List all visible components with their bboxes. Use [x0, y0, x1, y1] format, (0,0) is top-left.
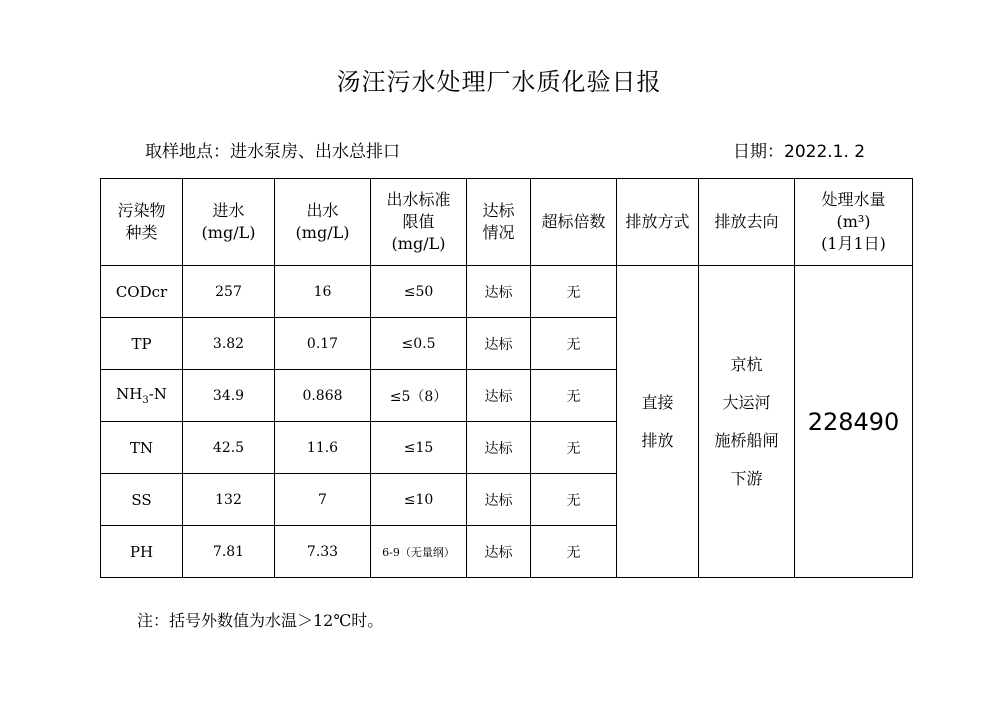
effluent-value: 16 [275, 266, 371, 318]
influent-value: 34.9 [183, 370, 275, 422]
effluent-value: 11.6 [275, 422, 371, 474]
influent-value: 42.5 [183, 422, 275, 474]
limit-value: ≤50 [371, 266, 467, 318]
influent-value: 257 [183, 266, 275, 318]
exceed-value: 无 [531, 318, 617, 370]
exceed-value: 无 [531, 422, 617, 474]
effluent-value: 7 [275, 474, 371, 526]
header-standard: 出水标准 限值 (mg/L) [371, 179, 467, 266]
limit-value: ≤0.5 [371, 318, 467, 370]
header-exceed: 超标倍数 [531, 179, 617, 266]
header-discharge-destination: 排放去向 [699, 179, 795, 266]
table-row [101, 266, 913, 318]
header-compliance: 达标 情况 [467, 179, 531, 266]
header-discharge-method: 排放方式 [617, 179, 699, 266]
influent-value: 3.82 [183, 318, 275, 370]
header-effluent: 出水 (mg/L) [275, 179, 371, 266]
pollutant-name: $NH_3-N$ [101, 370, 183, 422]
influent-value: 7.81 [183, 526, 275, 578]
exceed-value: 无 [531, 266, 617, 318]
status-value: 达标 [467, 474, 531, 526]
pollutant-name: TP [101, 318, 183, 370]
effluent-value: 0.17 [275, 318, 371, 370]
header-row [101, 179, 913, 266]
limit-value: ≤15 [371, 422, 467, 474]
report-title: 汤汪污水处理厂水质化验日报 [336, 68, 662, 96]
pollutant-name: PH [101, 526, 183, 578]
limit-value: ≤10 [371, 474, 467, 526]
exceed-value: 无 [531, 474, 617, 526]
limit-value: ≤5（8） [371, 370, 467, 422]
pollutant-name: CODcr [101, 266, 183, 318]
exceed-value: 无 [531, 370, 617, 422]
status-value: 达标 [467, 318, 531, 370]
header-pollutant: 污染物 种类 [101, 179, 183, 266]
sampling-location: 取样地点：进水泵房、出水总排口 [145, 142, 400, 162]
status-value: 达标 [467, 526, 531, 578]
header-volume: 处理水量 (m³) (1月1日) [795, 179, 913, 266]
influent-value: 132 [183, 474, 275, 526]
status-value: 达标 [467, 422, 531, 474]
discharge-destination-cell: 京杭 大运河 施桥船闸 下游 [699, 266, 795, 578]
limit-value: 6-9（无量纲） [371, 526, 467, 578]
footnote: 注：括号外数值为水温＞12℃时。 [137, 611, 384, 630]
status-value: 达标 [467, 370, 531, 422]
status-value: 达标 [467, 266, 531, 318]
water-quality-table [100, 178, 913, 578]
effluent-value: 0.868 [275, 370, 371, 422]
treated-volume: 228490 [795, 266, 913, 578]
discharge-method-cell: 直接 排放 [617, 266, 699, 578]
pollutant-name: TN [101, 422, 183, 474]
pollutant-name: SS [101, 474, 183, 526]
effluent-value: 7.33 [275, 526, 371, 578]
header-influent: 进水 (mg/L) [183, 179, 275, 266]
exceed-value: 无 [531, 526, 617, 578]
report-date: 日期：2022.1. 2 [733, 142, 866, 162]
